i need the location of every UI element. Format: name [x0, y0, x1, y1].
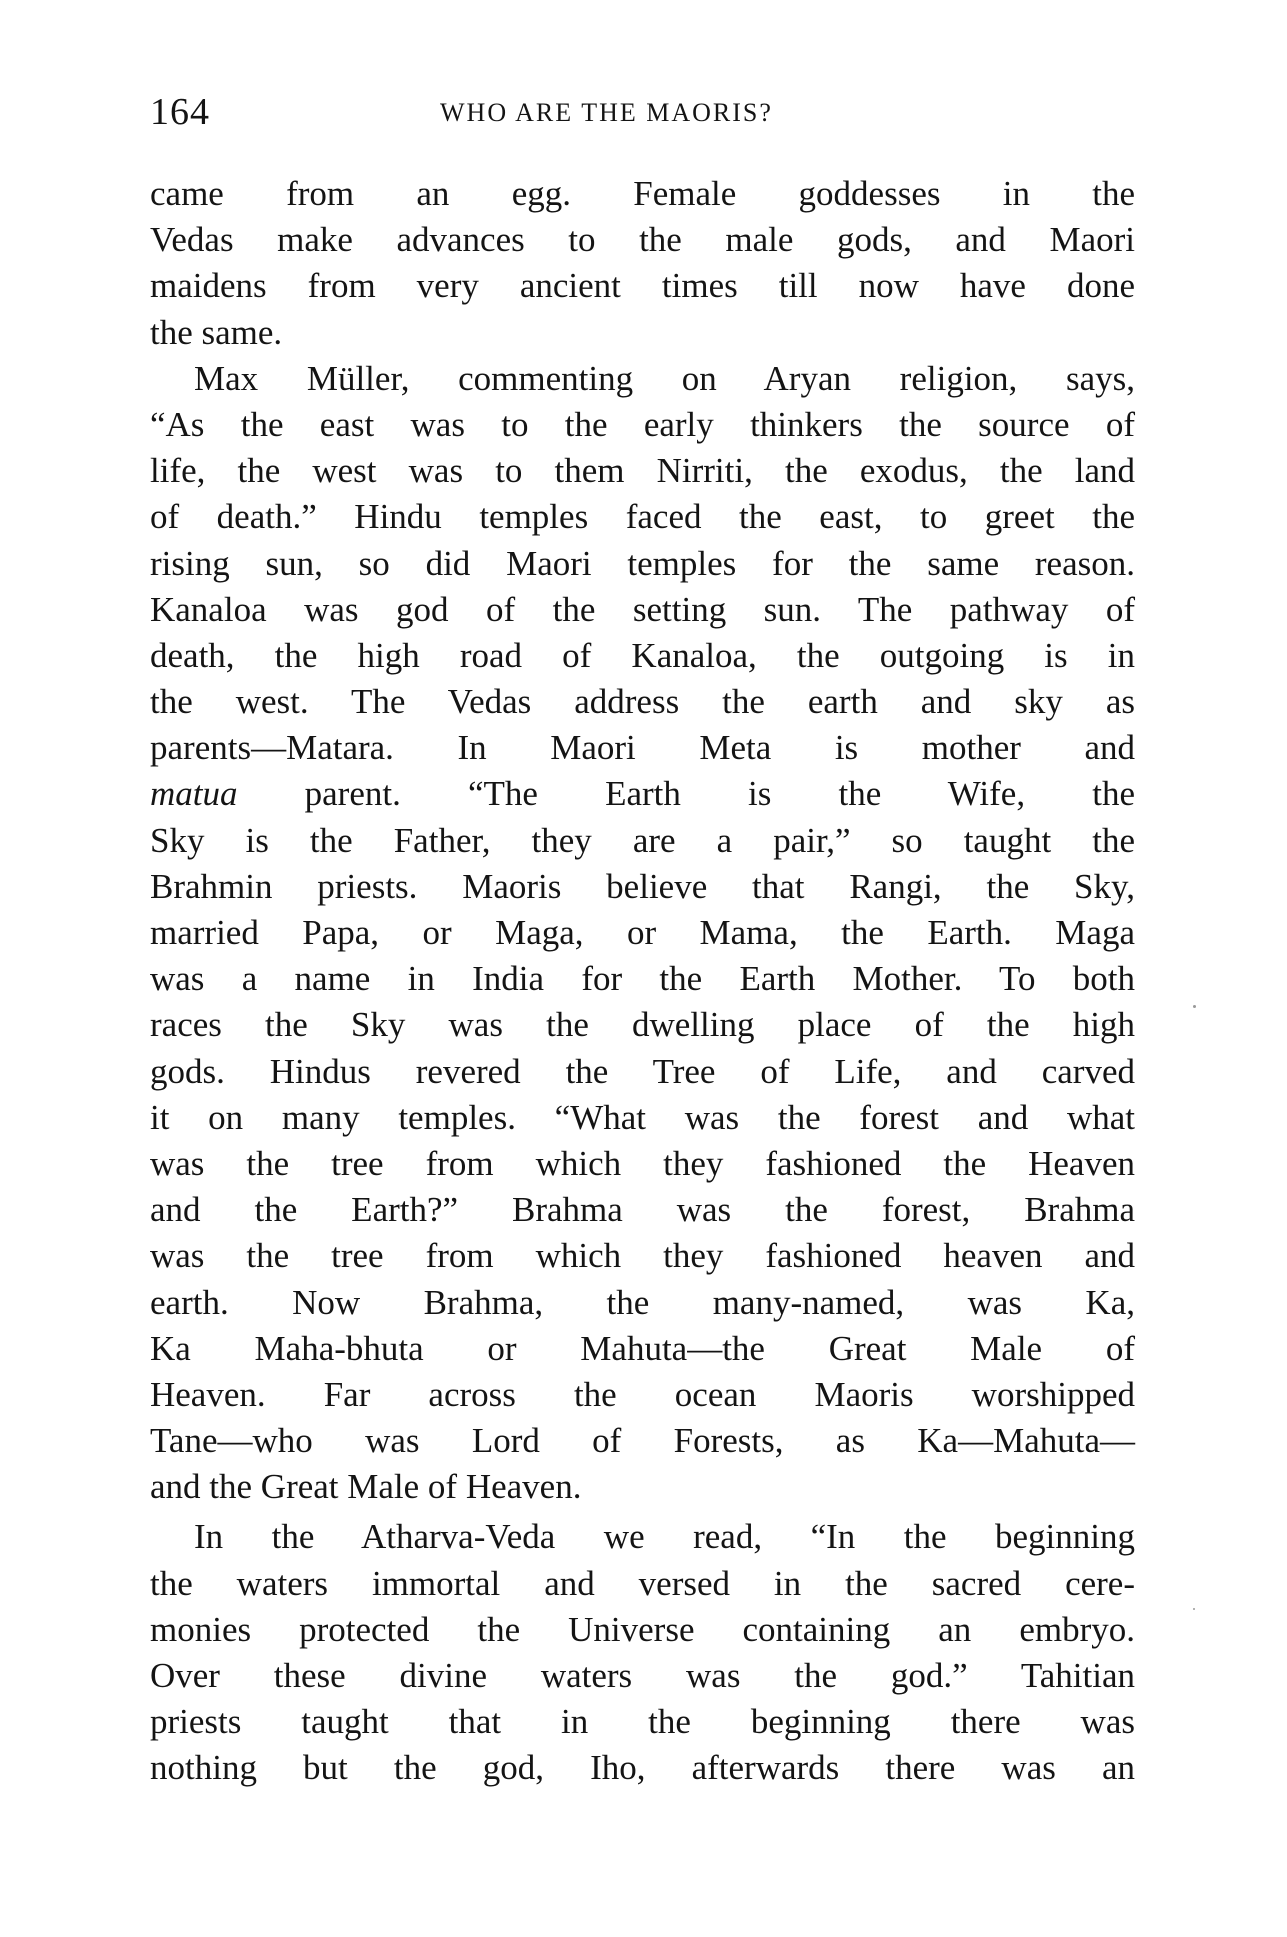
italic-word: matua	[150, 774, 238, 814]
text-line: of death.” Hindu temples faced the east, to greet the	[150, 497, 1135, 537]
page-number: 164	[150, 91, 210, 133]
body-text	[150, 171, 1135, 1792]
text-run: parent. “The Earth is the Wife, the	[237, 774, 1135, 814]
text-line: was a name in India for the Earth Mother. To both	[150, 959, 1135, 999]
text-line: rising sun, so did Maori temples for the same reason.	[150, 543, 1135, 583]
text-line: was the tree from which they fashioned the Heaven	[150, 1143, 1135, 1183]
text-line: Heaven. Far across the ocean Maoris worshipped	[150, 1374, 1135, 1414]
text-line: nothing but the god, Iho, afterwards there was an	[150, 1748, 1135, 1788]
text-line: the same.	[150, 312, 283, 352]
text-line: races the Sky was the dwelling place of the high	[150, 1005, 1135, 1045]
text-line: gods. Hindus revered the Tree of Life, and carved	[150, 1051, 1135, 1091]
text-line: Kanaloa was god of the setting sun. The pathway of	[150, 589, 1135, 629]
paragraph	[150, 171, 1135, 356]
scan-speck	[1193, 1005, 1196, 1008]
scan-speck	[1193, 1608, 1195, 1610]
text-line: Tane—who was Lord of Forests, as Ka—Mahuta—	[150, 1421, 1135, 1461]
text-line: parents—Matara. In Maori Meta is mother and	[150, 728, 1135, 768]
text-line: married Papa, or Maga, or Mama, the Earth. Maga	[150, 913, 1135, 952]
text-line: was the tree from which they fashioned heaven and	[150, 1236, 1135, 1276]
text-line: monies protected the Universe containing an embryo.	[150, 1609, 1135, 1649]
text-line	[150, 771, 1135, 817]
paragraph	[150, 1514, 1135, 1791]
text-line: Over these divine waters was the god.” Tahitian	[150, 1656, 1135, 1695]
text-line: and the Great Male of Heaven.	[150, 1467, 582, 1507]
text-line: death, the high road of Kanaloa, the outgoing is in	[150, 635, 1135, 675]
text-line: In the Atharva-Veda we read, “In the beginning	[194, 1517, 1135, 1557]
text-line: the west. The Vedas address the earth and sky as	[150, 682, 1135, 722]
text-line: priests taught that in the beginning there was	[150, 1702, 1135, 1742]
running-head	[150, 90, 1135, 140]
text-line: came from an egg. Female goddesses in the	[150, 174, 1135, 213]
text-line: Vedas make advances to the male gods, and Maori	[150, 220, 1135, 260]
text-line: “As the east was to the early thinkers the source of	[150, 404, 1135, 444]
text-line: Max Müller, commenting on Aryan religion, says,	[194, 358, 1135, 398]
text-line: life, the west was to them Nirriti, the exodus, the land	[150, 451, 1135, 491]
text-line: and the Earth?” Brahma was the forest, Brahma	[150, 1190, 1135, 1230]
text-line: earth. Now Brahma, the many-named, was Ka,	[150, 1282, 1135, 1322]
paragraph	[150, 356, 1135, 1511]
text-line: Sky is the Father, they are a pair,” so taught the	[150, 820, 1135, 860]
text-line: maidens from very ancient times till now have done	[150, 266, 1135, 306]
text-line: Brahmin priests. Maoris believe that Rangi, the Sky,	[150, 866, 1135, 906]
text-line: Ka Maha-bhuta or Mahuta—the Great Male of	[150, 1328, 1135, 1368]
text-line: the waters immortal and versed in the sacred cere-	[150, 1563, 1135, 1603]
running-title: WHO ARE THE MAORIS?	[440, 98, 773, 127]
text-line: it on many temples. “What was the forest and what	[150, 1097, 1135, 1137]
